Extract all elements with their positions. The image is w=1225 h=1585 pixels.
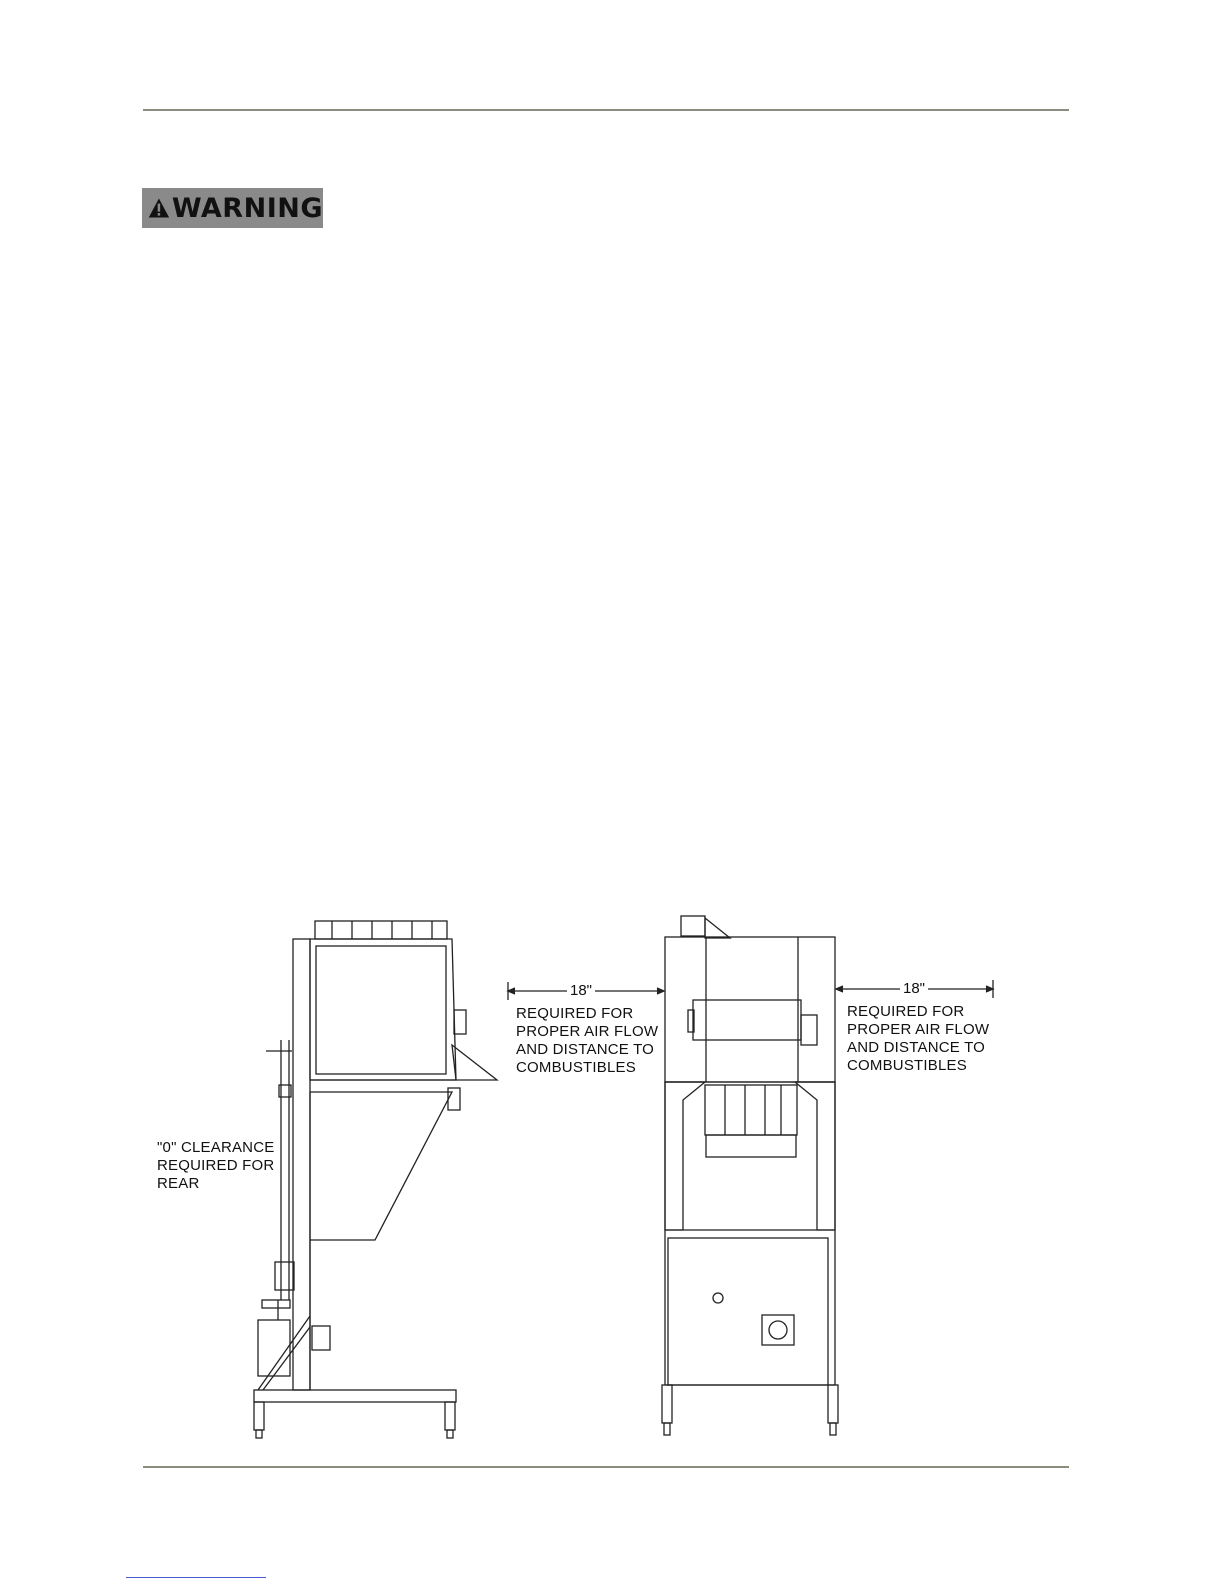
left-note-line: PROPER AIR FLOW	[516, 1023, 659, 1040]
bottom-underline	[126, 1577, 266, 1578]
rear-note-line: REQUIRED FOR	[157, 1157, 275, 1174]
right-note-line: PROPER AIR FLOW	[847, 1021, 990, 1038]
left-note-line: AND DISTANCE TO	[516, 1041, 655, 1058]
rear-clearance-note	[157, 1139, 274, 1193]
rear-note-line: "0" CLEARANCE	[157, 1139, 275, 1156]
left-note-line: REQUIRED FOR	[516, 1005, 634, 1022]
right-note-line: AND DISTANCE TO	[847, 1039, 986, 1056]
left-dimension-note	[516, 1005, 658, 1077]
footer-rule	[143, 1466, 1069, 1468]
rear-note-line: REAR	[157, 1175, 200, 1192]
right-note-line: COMBUSTIBLES	[847, 1057, 967, 1074]
right-dimension-value: 18"	[900, 980, 928, 997]
left-note-line: COMBUSTIBLES	[516, 1059, 636, 1076]
front-view-drawing	[662, 916, 838, 1435]
warning-label: WARNING	[171, 192, 323, 224]
right-note-line: REQUIRED FOR	[847, 1003, 965, 1020]
side-view-drawing	[254, 921, 497, 1438]
right-dimension-note	[847, 1003, 989, 1075]
left-dimension-value: 18"	[567, 982, 595, 999]
